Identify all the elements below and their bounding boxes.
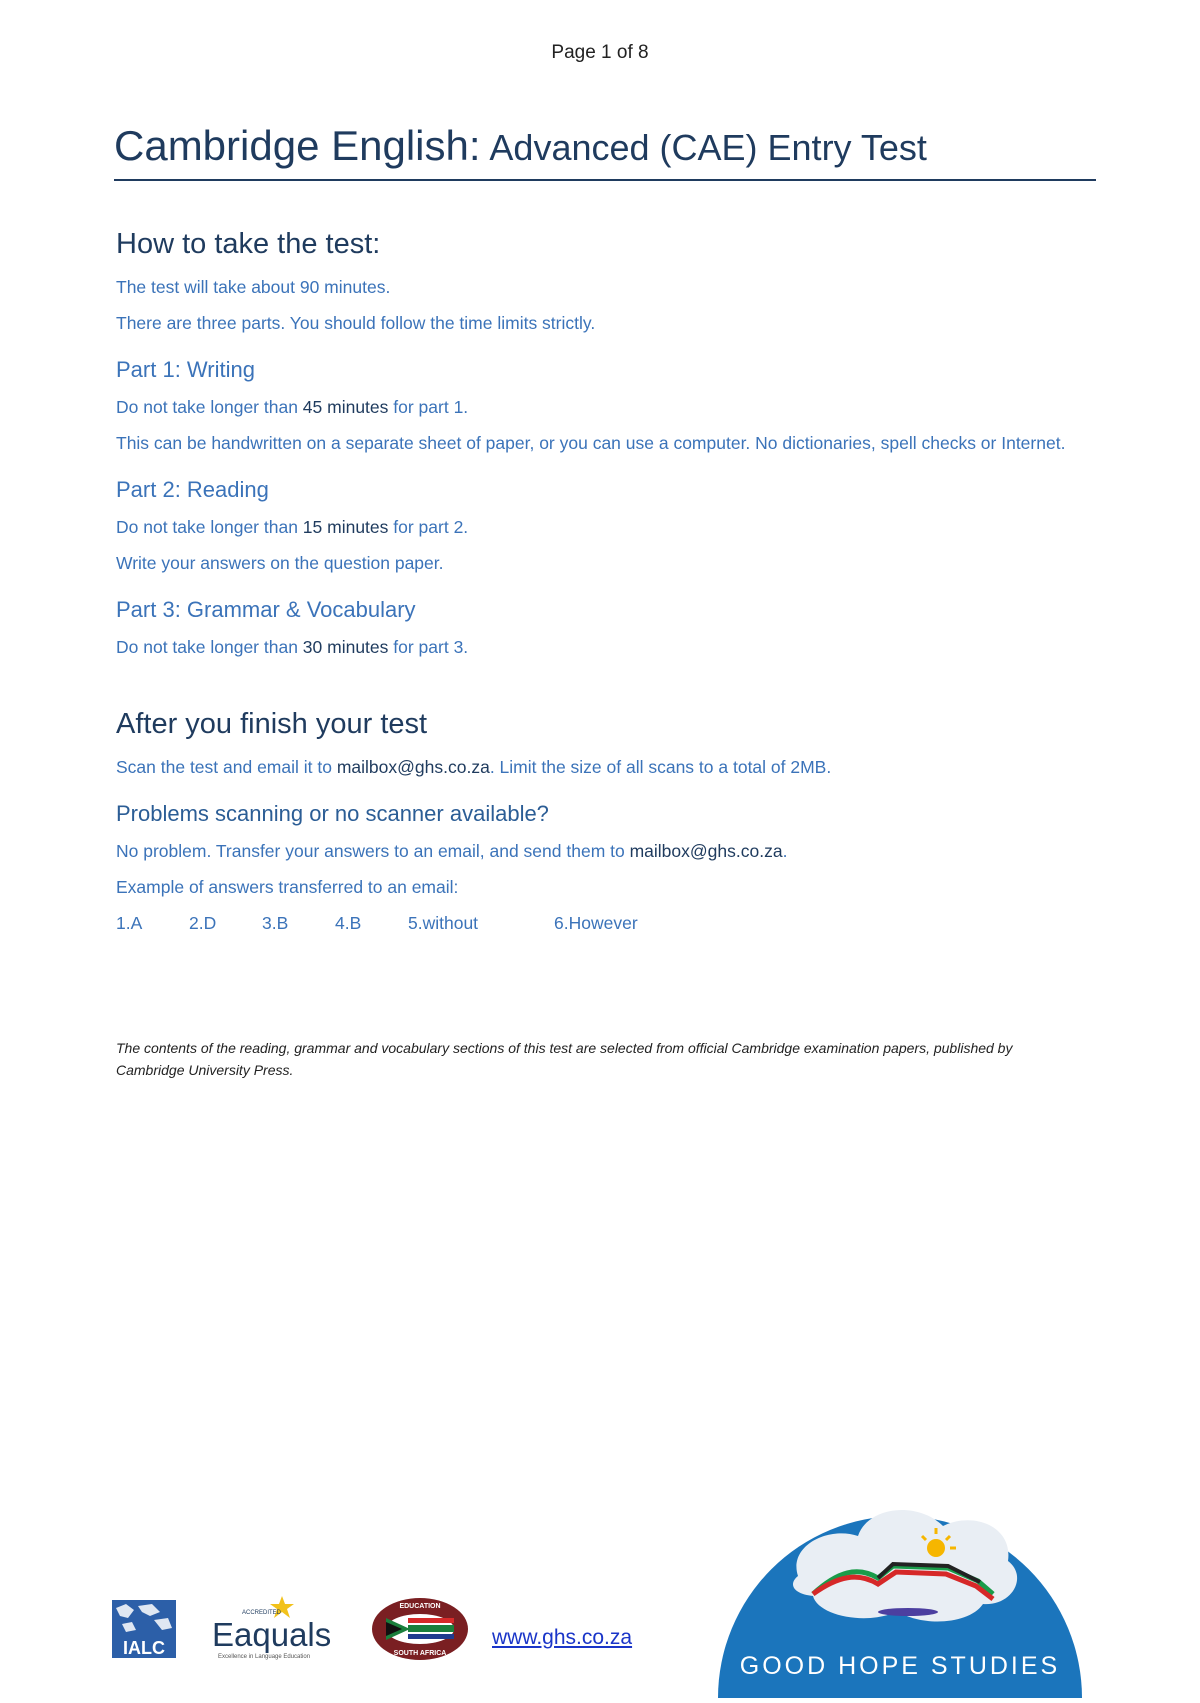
how-to-heading: How to take the test:	[116, 228, 381, 260]
ialc-logo	[112, 1594, 180, 1667]
part2-note: Write your answers on the question paper.	[116, 553, 444, 573]
email-link[interactable]: mailbox@ghs.co.za	[336, 757, 490, 777]
answer-item: 2.D	[189, 913, 217, 933]
scan-text: Scan the test and email it to mailbox@ghs.co.za. Limit the size of all scans to a total of 2MB.	[116, 757, 832, 777]
part1-heading: Part 1: Writing	[116, 357, 255, 382]
svg-text:Eaquals: Eaquals	[212, 1616, 332, 1653]
svg-text:SOUTH AFRICA: SOUTH AFRICA	[393, 1650, 447, 1657]
svg-text:Excellence in Language Educati: Excellence in Language Education	[218, 1654, 311, 1660]
part3-time: Do not take longer than 30 minutes for part 3.	[116, 637, 469, 657]
svg-text:GOOD HOPE STUDIES: GOOD HOPE STUDIES	[739, 1652, 1061, 1680]
title-sub: Advanced (CAE) Entry Test	[489, 127, 927, 168]
answer-item: 3.B	[262, 913, 289, 933]
page-title	[114, 120, 1096, 175]
after-heading: After you finish your test	[116, 708, 428, 740]
svg-text:IALC: IALC	[123, 1638, 165, 1658]
answer-item: 1.A	[116, 913, 143, 933]
good-hope-studies-logo	[718, 1466, 1082, 1703]
answer-item: 5.without	[408, 913, 479, 933]
answer-examples	[116, 912, 1086, 935]
source-note: The contents of the reading, grammar and vocabulary sections of this test are selected from official Cambridge examination papers, published by Cambridge University Press.	[116, 1040, 1013, 1078]
svg-text:EDUCATION: EDUCATION	[399, 1603, 441, 1610]
duration-text: The test will take about 90 minutes.	[116, 277, 391, 297]
example-label: Example of answers transferred to an email:	[116, 877, 459, 897]
answer-item: 6.However	[554, 913, 638, 933]
email-link[interactable]: mailbox@ghs.co.za	[629, 841, 783, 861]
eaquals-logo	[210, 1594, 350, 1667]
problem-text: No problem. Transfer your answers to an email, and send them to mailbox@ghs.co.za.	[116, 841, 788, 861]
part1-time: Do not take longer than 45 minutes for part 1.	[116, 397, 469, 417]
website-link[interactable]: www.ghs.co.za	[492, 1626, 633, 1649]
parts-text: There are three parts. You should follow the time limits strictly.	[116, 313, 596, 333]
problems-heading: Problems scanning or no scanner available?	[116, 801, 549, 826]
title-main: Cambridge English:	[114, 122, 481, 169]
part1-note: This can be handwritten on a separate sheet of paper, or you can use a computer. No dictionaries, spell checks or Internet.	[116, 433, 1066, 453]
title-block	[114, 120, 1096, 181]
part2-time: Do not take longer than 15 minutes for part 2.	[116, 517, 469, 537]
part2-heading: Part 2: Reading	[116, 477, 269, 502]
part3-heading: Part 3: Grammar & Vocabulary	[116, 597, 416, 622]
education-sa-logo	[370, 1596, 470, 1667]
instructions	[116, 226, 1086, 935]
page-number: Page 1 of 8	[551, 42, 649, 63]
svg-text:ACCREDITED: ACCREDITED	[242, 1610, 282, 1616]
answer-item: 4.B	[335, 913, 362, 933]
